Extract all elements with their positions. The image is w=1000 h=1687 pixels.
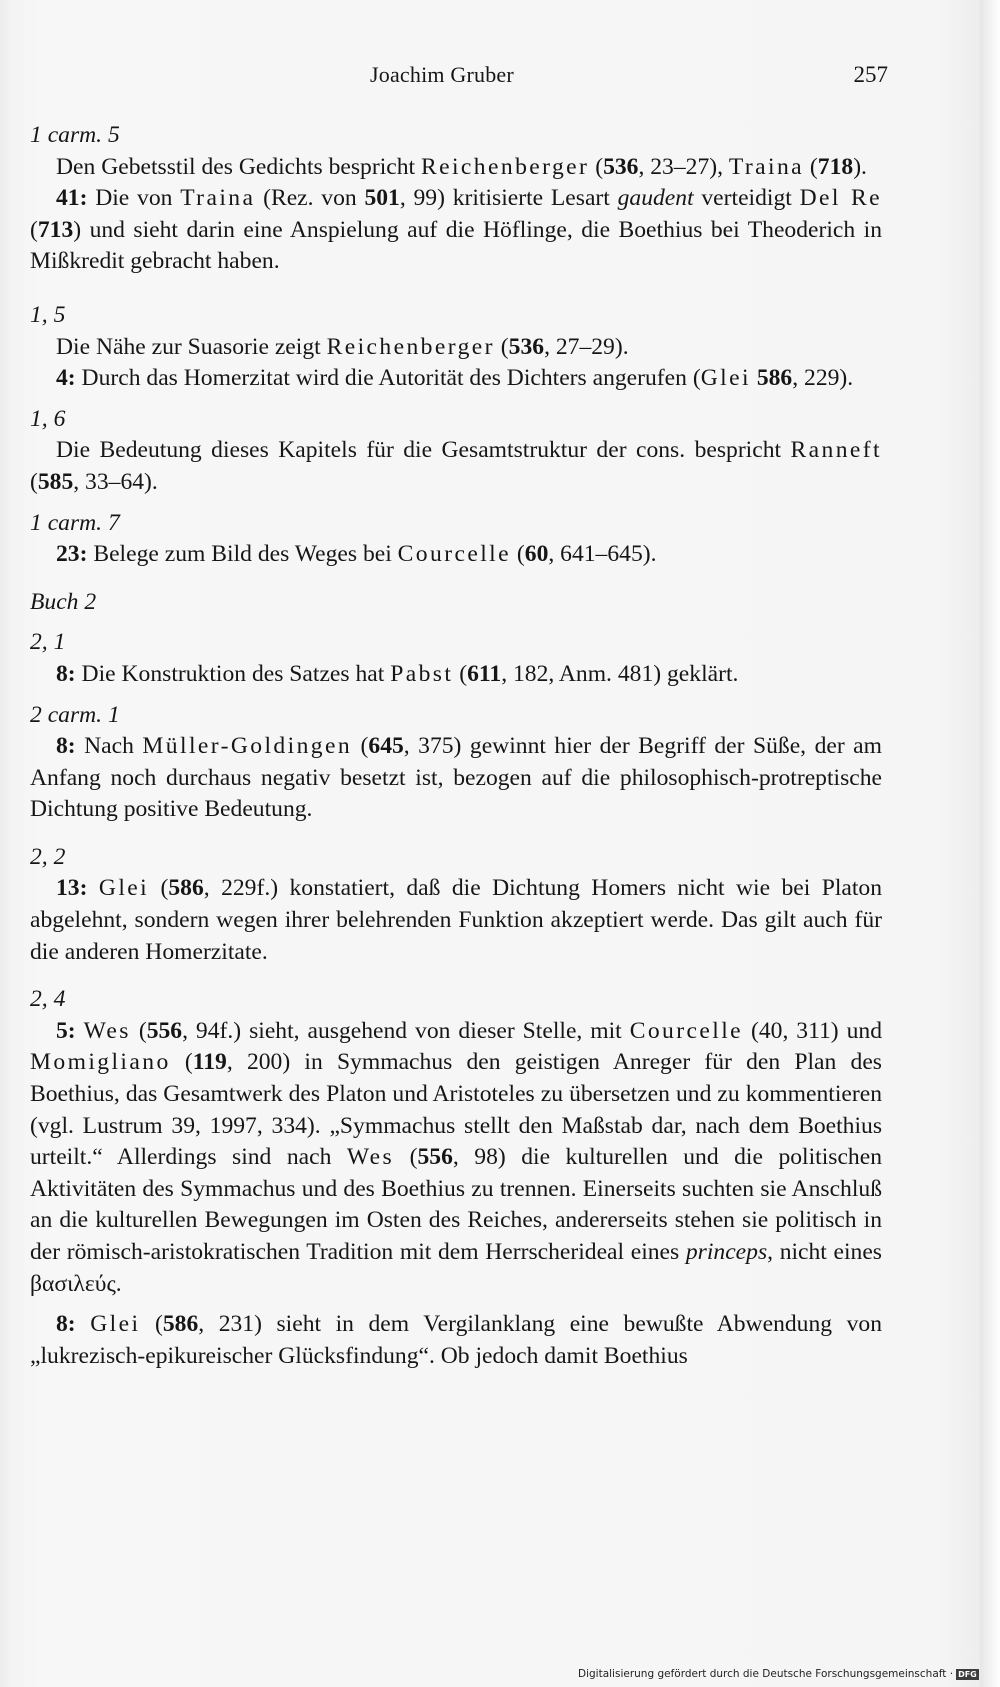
ref-number: 718 — [817, 153, 854, 180]
author-name: Müller-Goldingen — [142, 733, 353, 760]
ref-number: 585 — [37, 468, 74, 495]
running-head: Joachim Gruber — [370, 62, 514, 87]
ref-number: 586 — [162, 1311, 199, 1338]
ref-number: 60 — [524, 541, 549, 568]
italic-term: gaudent — [617, 185, 694, 212]
paragraph: 5: Wes (556, 94f.) sieht, ausgehend von dieser Stelle, mit Courcelle (40, 311) und Momigliano (119, 200) in Symmachus den geistigen Anreger für den Plan des Boethius, das Gesamtwerk des Platon und Aristoteles zu übersetzen und zu kommentieren (vgl. Lustrum 39, 1997, 334). „Symmachus stellt den Maßstab dar, nach dem Boethius urteilt.“ Allerdings sind nach Wes (556, 98) die kulturellen und die politischen Aktivitäten des Symmachus und des Boethius zu trennen. Einerseits suchten sie Anschluß an die kulturellen Bewegungen im Osten des Reiches, andererseits stehen sie politisch in der römisch-aristokratischen Tradition mit dem Herrscherideal eines princeps, nicht eines βασιλεύς. — [30, 1017, 883, 1297]
author-name: Glei — [98, 875, 150, 902]
paragraph: Die Bedeutung dieses Kapitels für die Gesamtstruktur der cons. bespricht Ranneft (585, 33–64). — [30, 437, 882, 495]
ref-number: 713 — [37, 216, 74, 243]
book-heading: Buch 2 — [30, 588, 97, 615]
author-name: Traina — [180, 185, 256, 212]
verse-number: 5: — [56, 1017, 76, 1044]
section-heading: 2, 4 — [30, 986, 66, 1013]
dfg-logo: DFG — [958, 1669, 977, 1679]
paragraph: 8: Nach Müller-Goldingen (645, 375) gewinnt hier der Begriff der Süße, der am Anfang noch durchaus negativ besetzt ist, bezogen auf die philosophisch-protreptische Dichtung positive Bedeutung. — [30, 733, 883, 823]
paragraph: 41: Die von Traina (Rez. von 501, 99) kritisierte Lesart gaudent verteidigt Del Re (713) und sieht darin eine Anspielung auf die Höflinge, die Boethius bei Theoderich in Mißkredit gebracht haben. — [30, 185, 882, 275]
paragraph: 23: Belege zum Bild des Weges bei Courcelle (60, 641–645). — [56, 541, 657, 568]
author-name: Courcelle — [397, 541, 511, 568]
author-name: Glei — [700, 365, 751, 392]
ref-number: 611 — [467, 660, 502, 687]
ref-number: 586 — [756, 365, 793, 392]
verse-number: 23: — [56, 541, 88, 568]
author-name: Traina — [728, 153, 805, 180]
author-name: Del Re — [799, 185, 882, 212]
section-heading: 2 carm. 1 — [30, 701, 120, 728]
author-name: Pabst — [390, 660, 454, 687]
verse-number: 8: — [56, 733, 76, 760]
paragraph: Die Nähe zur Suasorie zeigt Reichenberger (536, 27–29). — [56, 333, 629, 360]
page-number: 257 — [853, 62, 888, 87]
section-heading: 1, 5 — [30, 301, 66, 328]
author-name: Ranneft — [790, 437, 882, 464]
ref-number: 586 — [168, 875, 204, 902]
verse-number: 41: — [56, 185, 88, 212]
author-name: Wes — [83, 1017, 131, 1044]
ref-number: 536 — [508, 333, 545, 360]
paragraph: 4: Durch das Homerzitat wird die Autorität des Dichters angerufen (Glei 586, 229). — [56, 365, 854, 392]
ref-number: 536 — [603, 153, 639, 180]
footer-text: Digitalisierung gefördert durch die Deutsche Forschungsgemeinschaft · — [578, 1668, 954, 1680]
author-name: Reichenberger — [326, 333, 495, 360]
paragraph: 8: Glei (586, 231) sieht in dem Vergilanklang eine bewußte Abwendung von „lukrezisch-epikureischer Glücksfindung“. Ob jedoch damit Boethius — [30, 1311, 882, 1369]
verse-number: 8: — [56, 1311, 76, 1338]
section-heading: 1 carm. 7 — [30, 509, 120, 536]
ref-number: 501 — [364, 185, 400, 212]
author-name: Momigliano — [30, 1049, 171, 1076]
author-name: Reichenberger — [420, 153, 590, 180]
digitization-footer — [578, 1668, 979, 1680]
ref-number: 119 — [192, 1049, 227, 1076]
ref-number: 556 — [417, 1144, 453, 1171]
paragraph: 13: Glei (586, 229f.) konstatiert, daß die Dichtung Homers nicht wie bei Platon abgelehnt, sondern wegen ihrer belehrenden Funktion akzeptiert werde. Das gilt auch für die anderen Homerzitate. — [30, 875, 882, 965]
ref-number: 556 — [146, 1017, 183, 1044]
ref-number: 645 — [368, 733, 404, 760]
author-name: Wes — [346, 1144, 395, 1171]
paragraph: 8: Die Konstruktion des Satzes hat Pabst (611, 182, Anm. 481) geklärt. — [56, 660, 739, 687]
verse-number: 8: — [56, 660, 76, 687]
body-text — [30, 120, 882, 1372]
author-name: Glei — [90, 1311, 141, 1338]
section-heading: 2, 1 — [30, 629, 66, 656]
verse-number: 4: — [56, 365, 76, 392]
paragraph: Den Gebetsstil des Gedichts bespricht Reichenberger (536, 23–27), Traina (718). — [56, 153, 867, 180]
section-heading: 1, 6 — [30, 405, 66, 432]
page-edge — [980, 0, 1000, 1687]
italic-term: princeps — [685, 1239, 768, 1265]
verse-number: 13: — [56, 875, 88, 902]
section-heading: 1 carm. 5 — [30, 122, 120, 148]
author-name: Courcelle — [629, 1017, 744, 1044]
section-heading: 2, 2 — [30, 843, 66, 870]
